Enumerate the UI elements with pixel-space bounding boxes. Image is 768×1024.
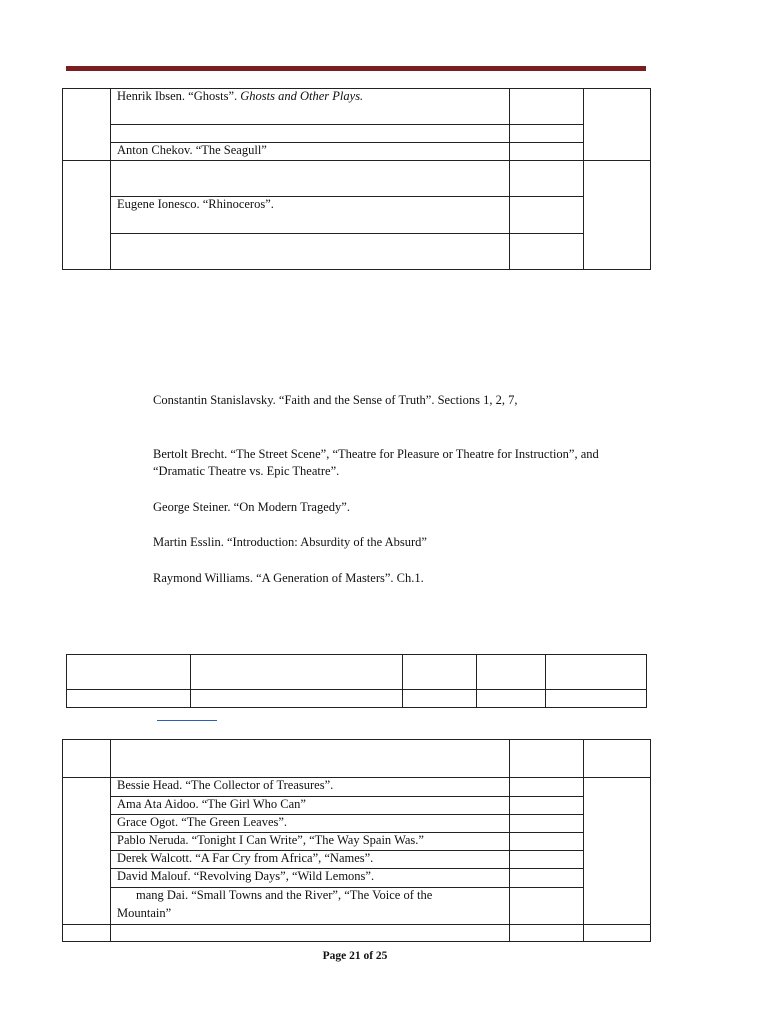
table3-cell-neruda: Pablo Neruda. “Tonight I Can Write”, “The Way Spain Was.” <box>117 833 424 847</box>
table2-border-top <box>66 654 646 655</box>
table3-cell-malouf: David Malouf. “Revolving Days”, “Wild Lemons”. <box>117 869 375 883</box>
table3-cell-ogot: Grace Ogot. “The Green Leaves”. <box>117 815 288 829</box>
table2-row-line <box>66 689 646 690</box>
table3-border-left <box>62 739 63 942</box>
table1-divider-2 <box>509 88 510 270</box>
table2-divider <box>545 654 546 708</box>
reading-stanislavsky: Constantin Stanislavsky. “Faith and the Sense of Truth”. Sections 1, 2, 7, <box>153 393 518 407</box>
table1-cell-ibsen: Henrik Ibsen. “Ghosts”. Ghosts and Other Plays. <box>117 89 364 103</box>
table1-row-line <box>110 124 584 125</box>
table3-border-right <box>650 739 651 942</box>
header-rule <box>66 66 646 71</box>
reading-brecht <box>153 446 633 480</box>
table1-cell-chekov: Anton Chekov. “The Seagull” <box>117 143 267 157</box>
table1-border-right <box>650 88 651 270</box>
table3-cell-dai-line-1: mang Dai. “Small Towns and the River”, “The Voice of the <box>136 888 433 902</box>
table2-border-right <box>646 654 647 708</box>
table2-border-bottom <box>66 707 646 708</box>
reading-brecht-line-1: Bertolt Brecht. “The Street Scene”, “Theatre for Pleasure or Theatre for Instruction”, and <box>153 447 599 461</box>
table3-row-line <box>62 924 651 925</box>
table2-border-left <box>66 654 67 708</box>
table3-cell-dai-line-2: Mountain” <box>117 906 172 920</box>
table3-cell-aidoo: Ama Ata Aidoo. “The Girl Who Can” <box>117 797 306 811</box>
table1-cell-ionesco: Eugene Ionesco. “Rhinoceros”. <box>117 197 274 211</box>
table1-border-bottom <box>62 269 651 270</box>
table3-cell-walcott: Derek Walcott. “A Far Cry from Africa”, “Names”. <box>117 851 374 865</box>
reading-williams: Raymond Williams. “A Generation of Masters”. Ch.1. <box>153 571 424 585</box>
table3-divider-2 <box>509 739 510 942</box>
reading-brecht-line-2: “Dramatic Theatre vs. Epic Theatre”. <box>153 464 340 478</box>
page-number: Page 21 of 25 <box>322 950 388 962</box>
reading-steiner: George Steiner. “On Modern Tragedy”. <box>153 500 350 514</box>
hyperlink-underline[interactable] <box>157 720 217 721</box>
table2-divider <box>190 654 191 708</box>
table2-divider <box>476 654 477 708</box>
table3-cell-head: Bessie Head. “The Collector of Treasures”. <box>117 778 334 792</box>
table1-divider-1 <box>110 88 111 270</box>
table3-border-top <box>62 739 651 740</box>
table2-divider <box>402 654 403 708</box>
table3-border-bottom <box>62 941 651 942</box>
table1-divider-3 <box>583 88 584 270</box>
table1-row-line <box>62 160 651 161</box>
table3-divider-1 <box>110 739 111 942</box>
table1-border-left <box>62 88 63 270</box>
reading-esslin: Martin Esslin. “Introduction: Absurdity of the Absurd” <box>153 535 427 549</box>
table1-row-line <box>110 233 584 234</box>
table3-divider-3 <box>583 739 584 942</box>
